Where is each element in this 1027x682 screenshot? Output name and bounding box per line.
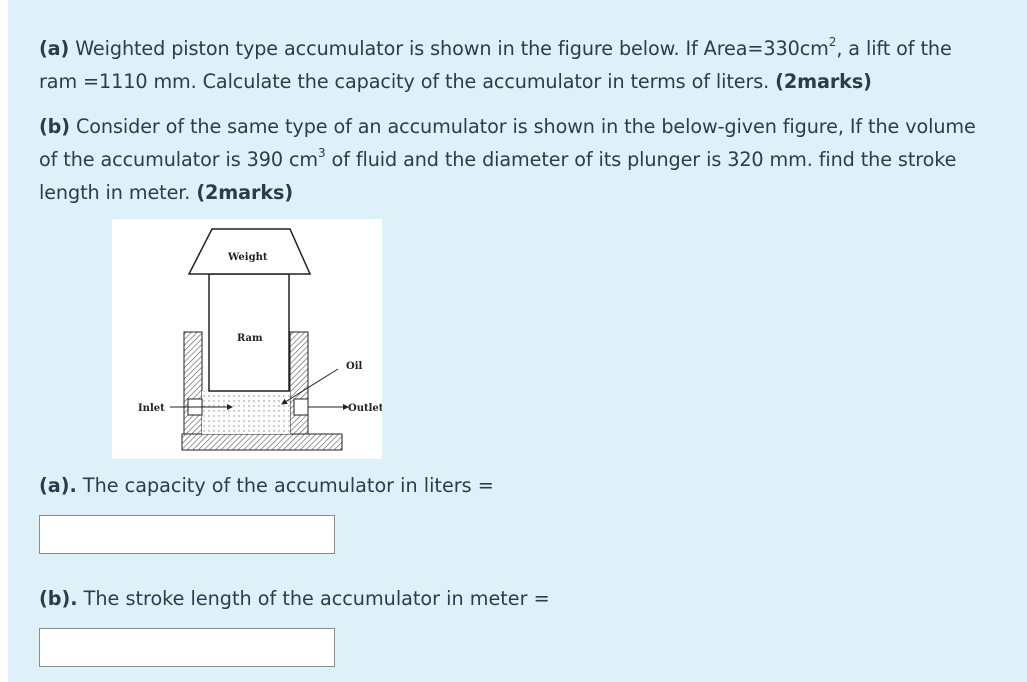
left-cylinder-wall [184,332,202,434]
ram-label: Ram [237,333,263,344]
question-card [8,0,1027,682]
accumulator-figure [112,219,382,459]
oil-label: Oil [346,361,363,372]
question-a-marks: (2marks) [775,70,872,93]
answer-a-label: (a). The capacity of the accumulator in liters = [39,474,494,497]
base-plate [182,434,342,450]
oil-chamber [202,391,290,434]
question-a-tag: (a) [39,37,70,60]
answer-b-input[interactable] [39,628,335,667]
answer-b-label: (b). The stroke length of the accumulator in meter = [39,587,550,610]
question-a-text: (a) Weighted piston type accumulator is shown in the figure below. If $Area=330cm^2$, a lift of the ram =1110 mm. Calculate the capacity of the accumulator in terms of liters. (2marks) [39,34,952,93]
question-b-tag: (b) [39,115,70,138]
weight-label: Weight [228,252,268,263]
accumulator-diagram [112,219,382,459]
answer-a-input[interactable] [39,515,335,554]
question-b-marks: (2marks) [196,181,293,204]
right-cylinder-wall [290,332,308,434]
inlet-label: Inlet [138,403,165,414]
outlet-port [294,399,308,415]
outlet-label: Outlet [348,403,382,414]
question-b-text: (b) Consider of the same type of an accumulator is shown in the below-given figure, If the volume of the accumulator is 390 $cm^3$ of fluid and the diameter of its plunger is 320 mm. find the stroke length in meter. (2marks) [39,115,976,204]
